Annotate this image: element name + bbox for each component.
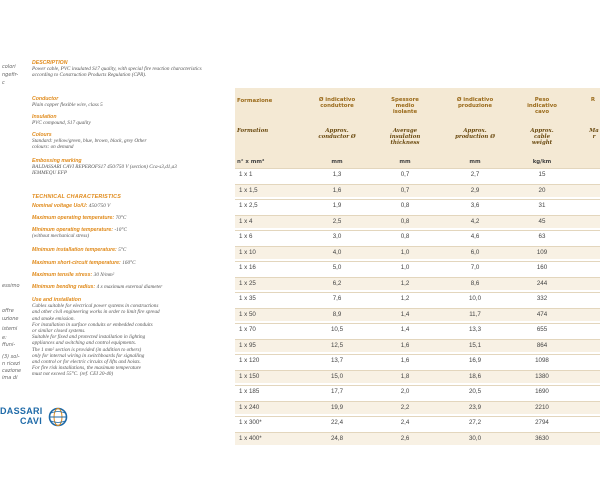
table-cell: 20,5 (468, 388, 482, 395)
table-cell: 2,6 (400, 434, 410, 442)
colours-text: Standard: yellow/green, blue, brown, black, grey Other colours: on demand (32, 138, 147, 151)
table-row (235, 370, 600, 383)
table-row (235, 385, 600, 398)
table-cell: 3,0 (332, 233, 342, 240)
table-header-units (235, 156, 600, 168)
table-cell: 0,7 (400, 171, 410, 178)
table-header-italian (235, 88, 600, 122)
table-cell: 2,0 (400, 388, 410, 395)
table-row (235, 184, 600, 197)
table-cell: 10,5 (330, 326, 344, 333)
table-cell: 1,4 (400, 326, 410, 333)
table-cell: 1,2 (400, 279, 410, 287)
globe-icon (48, 407, 68, 427)
use-line: or similar closed systems. (32, 328, 86, 335)
table-cell: 5,0 (332, 264, 342, 271)
left-fragment: c (2, 80, 5, 86)
table-cell: 10,0 (468, 295, 482, 302)
table-row (235, 354, 600, 367)
table-cell: 244 (536, 279, 548, 287)
insulation-section (32, 114, 222, 126)
header-diam-conduttore: Ø indicativo conduttore (318, 97, 356, 109)
use-line: For installation in surface conduits or embedded conduits (32, 321, 153, 328)
table-cell: 1,3 (332, 171, 342, 178)
description-section (32, 60, 222, 79)
table-cell: 23,9 (468, 403, 482, 411)
table-cell: 1,6 (400, 357, 410, 364)
colours-section (32, 132, 222, 151)
baldassari-logo (0, 403, 72, 433)
table-cell: 8,9 (332, 310, 342, 318)
header-r: R (590, 97, 596, 103)
left-fragment: essimo (2, 283, 20, 289)
left-fragment: ffuni- (2, 342, 16, 348)
table-cell: 4,2 (470, 217, 480, 225)
conductor-text: Plain copper flexible wire, class 5 (32, 102, 103, 109)
use-line: The 1 mm² section is provided (in addition to others) (32, 346, 142, 353)
table-cell: 0,8 (400, 217, 410, 225)
header-cable-weight: Approx. cable weight (530, 128, 554, 146)
unit-production: mm (469, 159, 481, 165)
table-row (235, 339, 600, 352)
table-cell: 15,1 (468, 341, 482, 349)
min-operating-temp-value: -10°C (114, 227, 127, 233)
header-formazione: Formazione (237, 98, 273, 104)
table-cell: 1,0 (400, 264, 410, 271)
table-cell: 13,7 (330, 357, 344, 364)
table-row (235, 401, 600, 414)
table-cell: 31 (538, 202, 546, 209)
table-cell: 1 x 240 (239, 403, 260, 411)
table-cell: 1 x 70 (239, 326, 256, 333)
header-insulation-thickness: Average insulation thickness (389, 128, 421, 146)
min-installation-temp-label: Minimum installation temperature: (32, 247, 117, 253)
left-fragment: n ricezi (2, 361, 21, 367)
left-fragment: colori (2, 64, 16, 70)
unit-weight: kg/km (532, 159, 552, 165)
table-cell: 24,8 (330, 434, 344, 442)
min-operating-temp-label: Minimum operating temperature: (32, 227, 113, 233)
embossing-section (32, 158, 222, 177)
table-cell: 2,2 (400, 403, 410, 411)
nominal-voltage (32, 203, 222, 209)
table-cell: 27,2 (468, 419, 482, 426)
table-row (235, 308, 600, 321)
table-cell: 3,6 (470, 202, 480, 209)
left-fragment: istemi (2, 326, 18, 332)
conductor-heading: Conductor (32, 96, 59, 102)
left-fragment: (3) sol- (2, 354, 20, 360)
use-line: must not exceed 55°C. (ref. CEI 20-40) (32, 371, 114, 378)
insulation-heading: Insulation (32, 114, 57, 120)
table-cell: 8,6 (470, 279, 480, 287)
header-formation: Formation (237, 128, 269, 134)
table-cell: 1 x 150 (239, 372, 260, 380)
table-cell: 6,0 (470, 248, 480, 256)
table-cell: 1 x 16 (239, 264, 256, 271)
max-operating-temp-value: 70°C (115, 215, 127, 221)
table-cell: 1 x 25 (239, 279, 256, 287)
table-cell: 1,0 (400, 248, 410, 256)
table-cell: 22,4 (330, 419, 344, 426)
use-line: and other civil engineering works in order to limit fire spread (32, 309, 160, 316)
max-short-circuit-temp-label: Maximum short-circuit temperature: (32, 260, 121, 266)
table-cell: 1 x 1,5 (239, 186, 258, 194)
header-spessore: Spessore medio isolante (391, 97, 419, 115)
table-cell: 63 (538, 233, 546, 240)
table-cell: 13,3 (468, 326, 482, 333)
table-row (235, 230, 600, 243)
table-cell: 864 (536, 341, 548, 349)
table-cell: 11,7 (469, 310, 481, 318)
table-header-english (235, 122, 600, 156)
table-row (235, 168, 600, 181)
table-cell: 1,4 (400, 310, 410, 318)
table-row (235, 261, 600, 274)
table-cell: 1,2 (400, 295, 410, 302)
table-row (235, 246, 600, 259)
table-row (235, 215, 600, 228)
table-cell: 45 (538, 217, 546, 225)
table-cell: 160 (536, 264, 548, 271)
table-cell: 474 (536, 310, 548, 318)
use-line: Cables suitable for electrical power systems in constructions (32, 303, 159, 310)
use-line: and control or for electric circuits of lifts and hoists. (32, 359, 141, 366)
use-line: appliances and switching and control equipments. (32, 340, 137, 347)
table-cell: 1 x 6 (239, 233, 253, 240)
logo-line-1: DASSARI (0, 406, 43, 416)
table-cell: 3630 (535, 434, 549, 442)
header-peso: Peso indicativo cavo (527, 97, 557, 115)
left-fragment: e: (2, 335, 7, 341)
table-cell: 4,6 (470, 233, 480, 240)
min-installation-temp (32, 247, 222, 253)
table-cell: 30,0 (468, 434, 482, 442)
table-cell: 2,5 (332, 217, 342, 225)
description-text: Power cable, PVC insulated S17 quality, with special fire reaction characteristics according to Construction Products Regulation (CPR). (32, 66, 202, 79)
table-cell: 12,5 (330, 341, 344, 349)
min-bending-radius (32, 284, 222, 290)
header-ma: Ma r (589, 128, 599, 140)
max-short-circuit-temp (32, 260, 222, 266)
min-operating-temp-note: (without mechanical stress) (32, 233, 90, 240)
use-line: For fire risk installations, the maximum temperature (32, 365, 141, 372)
nominal-voltage-value: 450/750 V (88, 203, 111, 209)
table-cell: 17,7 (330, 388, 344, 395)
max-operating-temp (32, 215, 222, 221)
table-cell: 15,0 (330, 372, 344, 380)
nominal-voltage-label: Nominal voltage Uo/U: (32, 203, 88, 209)
table-cell: 2210 (535, 403, 549, 411)
min-operating-temp (32, 227, 222, 239)
table-cell: 1,8 (400, 372, 410, 380)
max-short-circuit-temp-value: 160°C (122, 260, 136, 266)
left-fragment: cazione (2, 368, 22, 374)
table-cell: 1690 (535, 388, 549, 395)
min-bending-radius-value: 4 x maximum external diameter (96, 284, 163, 290)
table-row (235, 199, 600, 212)
left-fragment: ima di (2, 375, 18, 381)
table-cell: 1 x 1 (239, 171, 253, 178)
table-row (235, 432, 600, 445)
table-cell: 2794 (535, 419, 549, 426)
technical-section (32, 194, 222, 200)
table-cell: 6,2 (332, 279, 342, 287)
table-row (235, 277, 600, 290)
description-heading: DESCRIPTION (32, 60, 68, 66)
table-cell: 2,4 (400, 419, 410, 426)
max-tensile-stress-value: 30 N/mm² (93, 272, 115, 278)
table-cell: 2,7 (470, 171, 480, 178)
embossing-heading: Embossing marking (32, 158, 82, 164)
table-row (235, 323, 600, 336)
min-bending-radius-label: Minimum bending radius: (32, 284, 96, 290)
technical-heading: TECHNICAL CHARACTERISTICS (32, 194, 122, 200)
table-cell: 7,6 (332, 295, 342, 302)
use-line: and smoke emission. (32, 315, 75, 322)
table-cell: 1 x 95 (239, 341, 256, 349)
table-cell: 0,8 (400, 233, 410, 240)
table-row (235, 292, 600, 305)
table-cell: 16,9 (468, 357, 482, 364)
left-fragment: uzione (2, 316, 19, 322)
max-tensile-stress-label: Maximum tensile stress: (32, 272, 93, 278)
conductor-section (32, 96, 222, 108)
table-cell: 1 x 10 (239, 248, 256, 256)
use-line: Suitable for fixed and protected installation in lighting (32, 334, 146, 341)
table-row (235, 416, 600, 429)
table-cell: 1 x 120 (239, 357, 260, 364)
insulation-text: PVC compound, S17 quality (32, 120, 91, 127)
table-cell: 1380 (535, 372, 549, 380)
table-cell: 19,9 (330, 403, 344, 411)
table-cell: 1 x 185 (239, 388, 260, 395)
left-fragment: offre (2, 308, 14, 314)
colours-heading: Colours (32, 132, 52, 138)
table-cell: 7,0 (470, 264, 480, 271)
use-line: only for internal wiring in switchboards for signalling (32, 352, 145, 359)
table-cell: 0,7 (400, 186, 410, 194)
table-cell: 18,6 (468, 372, 482, 380)
max-tensile-stress (32, 272, 222, 278)
header-diam-produzione: Ø indicativo produzione (456, 97, 494, 109)
table-cell: 1 x 300* (239, 419, 262, 426)
use-heading: Use and installation (32, 297, 82, 303)
table-cell: 1 x 35 (239, 295, 256, 302)
embossing-text: BALDASSARI CAVI REPEROFS17 450/750 V (section) Cca-s3,d1,a3 IEMMEQU EFP (32, 164, 177, 177)
left-fragment: ngefir- (2, 72, 19, 78)
table-cell: 1 x 400* (239, 434, 262, 442)
header-approx-conductor: Approx. conductor Ø (318, 128, 356, 140)
table-cell: 332 (536, 295, 548, 302)
table-cell: 1 x 50 (239, 310, 256, 318)
table-cell: 2,9 (470, 186, 480, 194)
unit-insulation: mm (399, 159, 411, 165)
table-cell: 1,6 (332, 186, 342, 194)
table-cell: 1 x 4 (239, 217, 253, 225)
min-installation-temp-value: 5°C (118, 247, 127, 253)
unit-formation: n° x mm² (237, 159, 265, 165)
table-cell: 20 (538, 186, 546, 194)
table-cell: 1098 (535, 357, 549, 364)
table-cell: 109 (536, 248, 548, 256)
logo-line-2: CAVI (20, 416, 43, 426)
unit-conductor: mm (331, 159, 343, 165)
use-section (32, 297, 222, 378)
table-cell: 15 (538, 171, 546, 178)
header-approx-production: Approx. production Ø (455, 128, 495, 140)
table-cell: 1 x 2,5 (239, 202, 258, 209)
table-cell: 655 (536, 326, 548, 333)
table-cell: 0,8 (400, 202, 410, 209)
table-cell: 4,0 (332, 248, 342, 256)
table-cell: 1,9 (332, 202, 342, 209)
table-cell: 1,6 (400, 341, 410, 349)
max-operating-temp-label: Maximum operating temperature: (32, 215, 115, 221)
